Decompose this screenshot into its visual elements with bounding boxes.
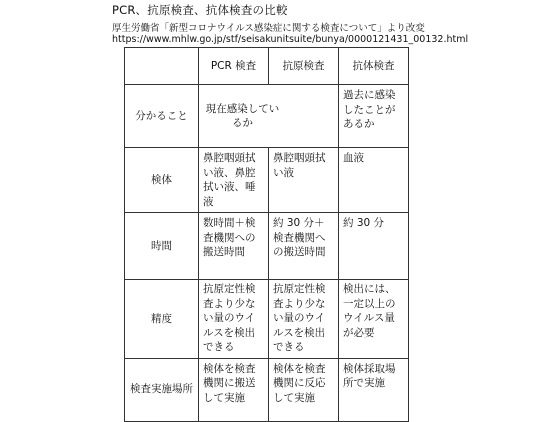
- row-label-time: 時間: [125, 213, 199, 280]
- cell-accuracy-antibody: 検出には、一定以上のウイルス量が必要: [339, 280, 409, 359]
- header-antigen: 抗原検査: [269, 48, 339, 85]
- table-header-row: [125, 48, 409, 85]
- table-row: [125, 280, 409, 359]
- cell-specimen-antibody: 血液: [339, 148, 409, 213]
- cell-time-antigen: 約 30 分＋検査機関への搬送時間: [269, 213, 339, 280]
- cell-location-antibody: 検体採取場所で実施: [339, 358, 409, 421]
- header-pcr: PCR 検査: [199, 48, 269, 85]
- row-label-accuracy: 精度: [125, 280, 199, 359]
- source-citation: 厚生労働省「新型コロナウイルス感染症に関する検査について」より改変: [112, 23, 425, 34]
- cell-detects-pcr-antigen: 現在感染しているか: [199, 85, 339, 148]
- cell-location-pcr: 検体を検査機関に搬送して実施: [199, 358, 269, 421]
- row-label-location: 検査実施場所: [125, 358, 199, 421]
- cell-time-pcr: 数時間＋検査機関への搬送時間: [199, 213, 269, 280]
- cell-specimen-pcr: 鼻腔咽頭拭い液、鼻腔拭い液、唾液: [199, 148, 269, 213]
- cell-accuracy-pcr: 抗原定性検査より少ない量のウイルスを検出できる: [199, 280, 269, 359]
- source-url: https://www.mhlw.go.jp/stf/seisakunitsuite/bunya/0000121431_00132.html: [112, 34, 469, 45]
- header-corner-cell: [125, 48, 199, 85]
- page-title: PCR、抗原検査、抗体検査の比較: [112, 3, 288, 17]
- cell-detects-antibody: 過去に感染したことがあるか: [339, 85, 409, 148]
- header-antibody: 抗体検査: [339, 48, 409, 85]
- cell-accuracy-antigen: 抗原定性検査より少ない量のウイルスを検出できる: [269, 280, 339, 359]
- cell-time-antibody: 約 30 分: [339, 213, 409, 280]
- cell-location-antigen: 検体を検査機関に反応して実施: [269, 358, 339, 421]
- cell-specimen-antigen: 鼻腔咽頭拭い液: [269, 148, 339, 213]
- row-label-detects: 分かること: [125, 85, 199, 148]
- row-label-specimen: 検体: [125, 148, 199, 213]
- table-row: [125, 213, 409, 280]
- table-row: [125, 358, 409, 421]
- table-row: [125, 85, 409, 148]
- comparison-table: [124, 47, 409, 422]
- table-row: [125, 148, 409, 213]
